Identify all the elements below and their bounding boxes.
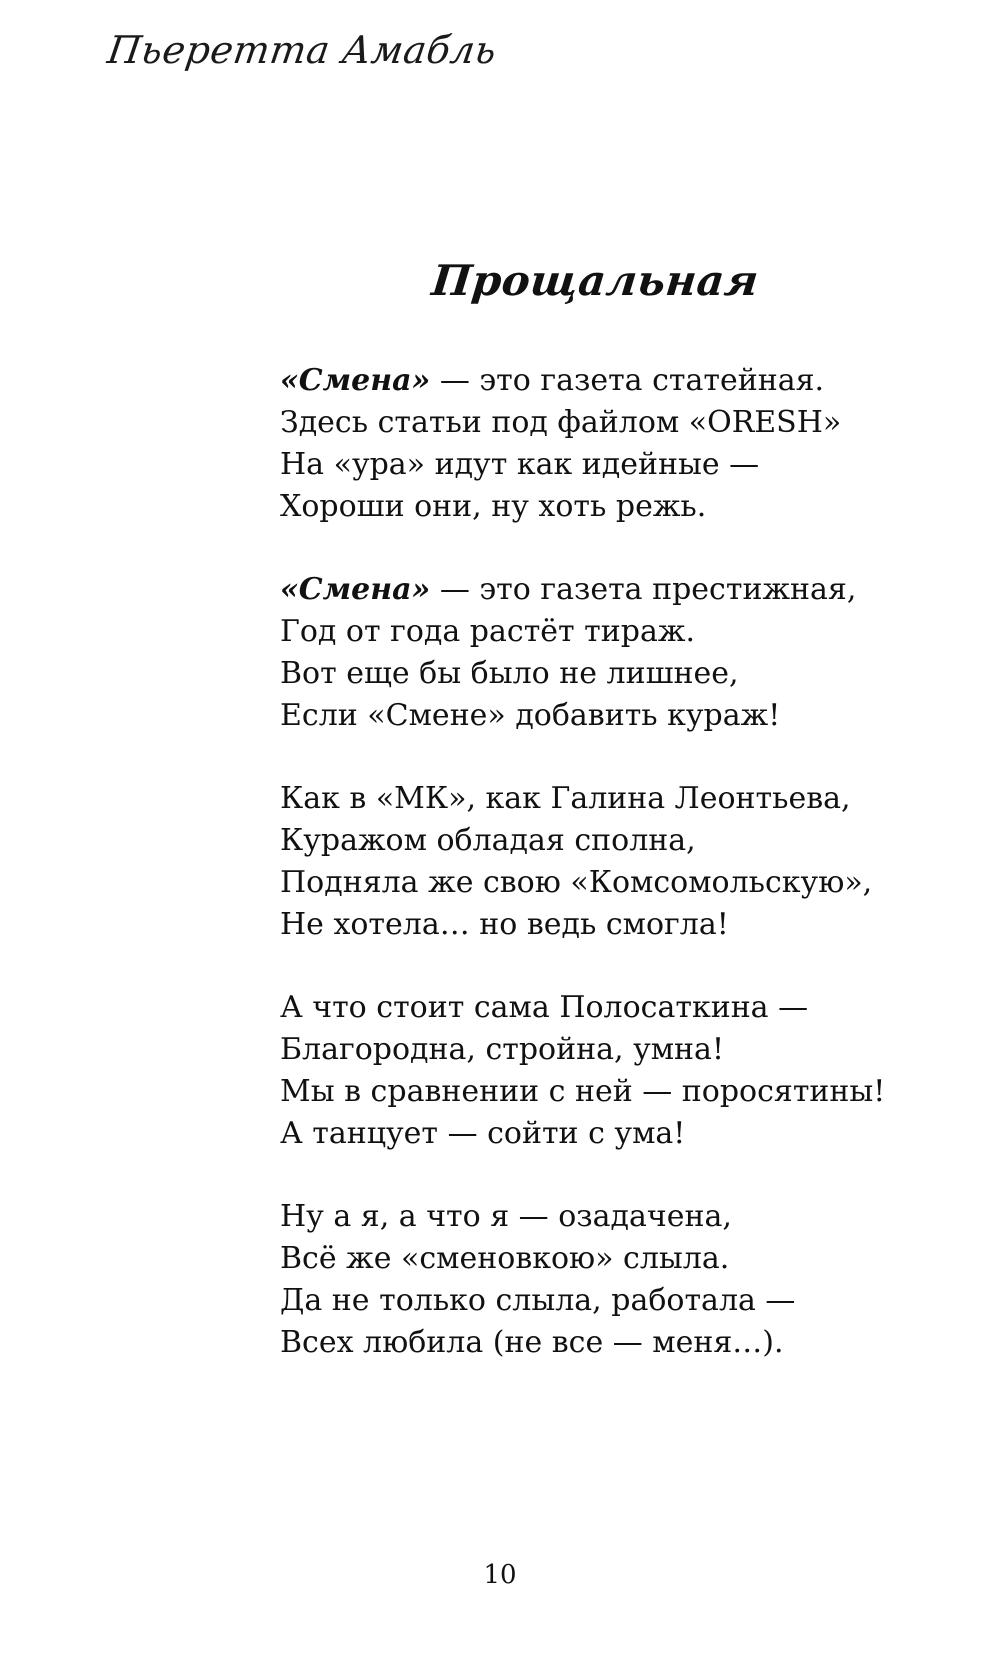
line-text: Год от года растёт тираж. — [280, 614, 695, 649]
line-text: Хороши они, ну хоть режь. — [280, 489, 707, 524]
line-text: На «ура» идут как идейные — — [280, 447, 760, 482]
line-text: Если «Смене» добавить кураж! — [280, 698, 781, 733]
poem-line — [280, 1280, 920, 1322]
line-text: — это газета статейная. — [430, 363, 825, 398]
poem-line — [280, 904, 920, 946]
line-text: Благородна, стройна, умна! — [280, 1032, 724, 1067]
line-text: Не хотела… но ведь смогла! — [280, 907, 729, 942]
poem-line — [280, 360, 920, 402]
line-text: Подняла же свою «Комсомольскую», — [280, 865, 873, 900]
poem-line — [280, 862, 920, 904]
poem-line — [280, 987, 920, 1029]
stanza — [280, 778, 920, 946]
line-lead-emphasis: «Смена» — [280, 572, 431, 607]
line-text: — это газета престижная, — [430, 572, 857, 607]
poem-line — [280, 1196, 920, 1238]
running-header-author: Пьеретта Амабль — [104, 28, 500, 72]
stanza — [280, 987, 920, 1155]
page-number: 10 — [483, 1560, 517, 1590]
poem-title: Прощальная — [429, 256, 762, 305]
stanza — [280, 360, 920, 528]
stanza — [280, 569, 920, 737]
line-text: Здесь статьи под файлом «ORESH» — [280, 405, 842, 440]
stanza — [280, 1196, 920, 1364]
poem-body — [280, 360, 920, 1405]
poem-line — [280, 1322, 920, 1364]
line-text: А танцует — сойти с ума! — [280, 1116, 686, 1151]
poem-line — [280, 1071, 920, 1113]
poem-line — [280, 820, 920, 862]
line-text: Мы в сравнении с ней — поросятины! — [280, 1074, 886, 1109]
line-text: Да не только слыла, работала — — [280, 1283, 796, 1318]
poem-line — [280, 1238, 920, 1280]
line-text: Куражом обладая сполна, — [280, 823, 696, 858]
poem-line — [280, 1029, 920, 1071]
poem-line — [280, 569, 920, 611]
poem-line — [280, 1113, 920, 1155]
poem-line — [280, 778, 920, 820]
poem-line — [280, 653, 920, 695]
line-text: Как в «МК», как Галина Леонтьева, — [280, 781, 851, 816]
line-text: Всех любила (не все — меня…). — [280, 1325, 784, 1360]
line-lead-emphasis: «Смена» — [280, 363, 431, 398]
line-text: А что стоит сама Полосаткина — — [280, 990, 809, 1025]
line-text: Ну а я, а что я — озадачена, — [280, 1199, 732, 1234]
poem-line — [280, 695, 920, 737]
line-text: Вот еще бы было не лишнее, — [280, 656, 739, 691]
poem-line — [280, 444, 920, 486]
poem-line — [280, 402, 920, 444]
poem-line — [280, 486, 920, 528]
poem-line — [280, 611, 920, 653]
line-text: Всё же «сменовкою» слыла. — [280, 1241, 730, 1276]
